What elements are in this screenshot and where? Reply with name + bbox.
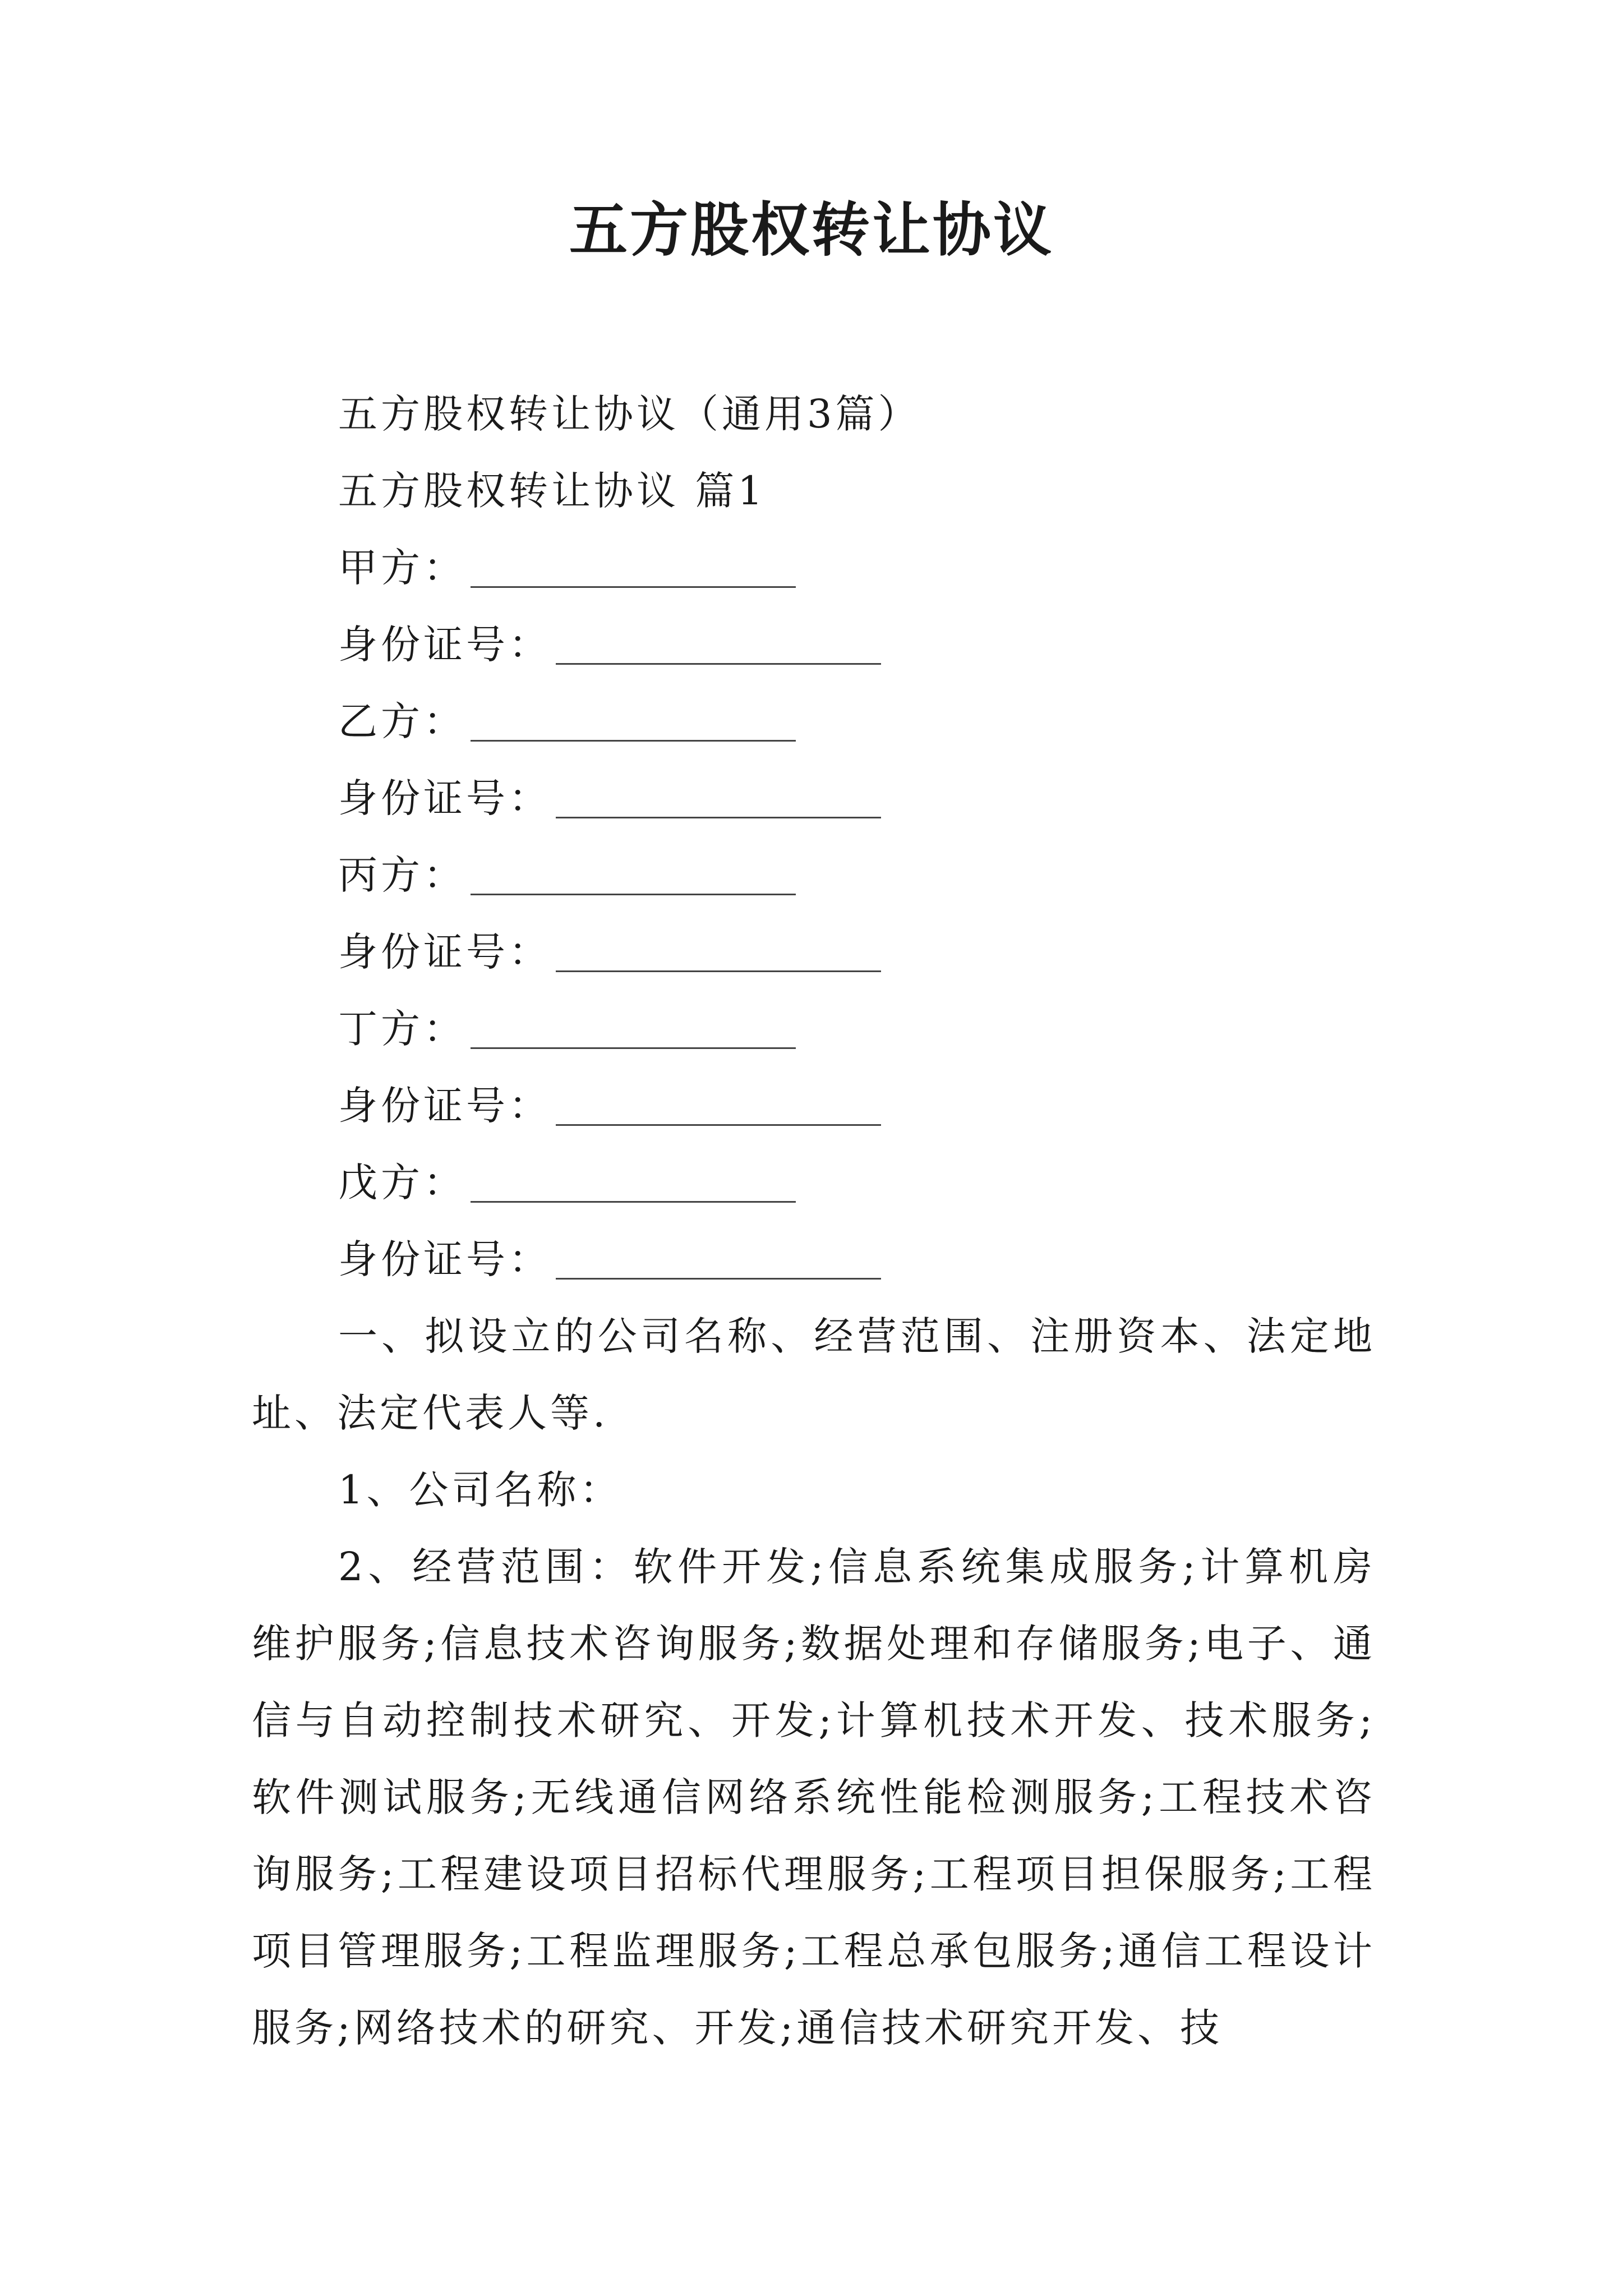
fill-in-blank (556, 931, 881, 972)
item-1-company-name: 1、公司名称： (338, 1467, 623, 1513)
party-label: 丁方： (338, 1006, 466, 1052)
fill-in-blank (556, 1239, 881, 1280)
fill-in-blank (471, 1162, 796, 1203)
fill-in-blank (471, 1008, 796, 1049)
party-label: 戊方： (338, 1159, 466, 1205)
fill-in-blank (471, 701, 796, 742)
id-number-line-wu (252, 1221, 1376, 1298)
party-line-ding (252, 991, 1376, 1068)
party-label: 甲方： (338, 545, 466, 591)
party-label: 乙方： (338, 698, 466, 744)
party-line-yi (252, 683, 1376, 760)
party-label: 身份证号： (338, 1236, 551, 1282)
party-label: 身份证号： (338, 622, 551, 668)
id-number-line-yi (252, 760, 1376, 837)
party-line-bing (252, 837, 1376, 914)
document-subtitle: 五方股权转让协议（通用3篇） (338, 391, 921, 437)
id-number-line-jia (252, 606, 1376, 683)
document-title: 五方股权转让协议 (569, 195, 1054, 264)
party-line-jia (252, 530, 1376, 606)
party-label: 身份证号： (338, 775, 551, 821)
section-heading: 五方股权转让协议 篇1 (338, 468, 766, 514)
party-label: 身份证号： (338, 1083, 551, 1129)
party-line-wu (252, 1144, 1376, 1221)
party-label: 身份证号： (338, 929, 551, 975)
fill-in-blank (556, 777, 881, 818)
id-number-line-bing (252, 914, 1376, 991)
id-number-line-ding (252, 1068, 1376, 1144)
fill-in-blank (471, 547, 796, 588)
party-label: 丙方： (338, 852, 466, 898)
fill-in-blank (471, 854, 796, 895)
fill-in-blank (556, 624, 881, 665)
document-body (252, 376, 1376, 2067)
clause-1-paragraph: 一、拟设立的公司名称、经营范围、注册资本、法定地址、法定代表人等. (252, 1313, 1376, 1436)
item-2-business-scope: 2、经营范围：软件开发;信息系统集成服务;计算机房维护服务;信息技术咨询服务;数据处理和存储服务;电子、通信与自动控制技术研究、开发;计算机技术开发、技术服务;软件测试服务;无线通信网络系统性能检测服务;工程技术咨询服务;工程建设项目招标代理服务;工程项目担保服务;工程项目管理服务;工程监理服务;工程总承包服务;通信工程设计服务;网络技术的研究、开发;通信技术研究开发、技 (252, 1544, 1376, 2051)
fill-in-blank (556, 1085, 881, 1126)
